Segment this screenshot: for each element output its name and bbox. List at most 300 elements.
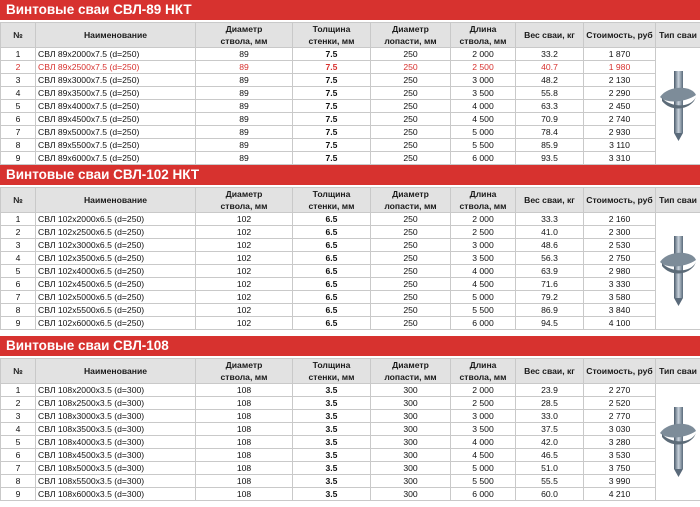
cell-price: 3 030	[584, 423, 656, 436]
cell-diam: 108	[196, 410, 293, 423]
column-header-line: ствола, мм	[220, 201, 268, 211]
cell-diam: 89	[196, 74, 293, 87]
cell-name: СВЛ 102х2500х6.5 (d=250)	[36, 226, 196, 239]
column-header-line: Диаметр	[392, 189, 429, 199]
column-header-line: Длина	[469, 24, 497, 34]
cell-length: 5 500	[451, 139, 516, 152]
cell-weight: 63.9	[516, 265, 584, 278]
cell-name: СВЛ 89х3500х7.5 (d=250)	[36, 87, 196, 100]
cell-weight: 33.0	[516, 410, 584, 423]
cell-wall: 7.5	[293, 139, 371, 152]
cell-name: СВЛ 102х3000х6.5 (d=250)	[36, 239, 196, 252]
cell-length: 5 000	[451, 462, 516, 475]
cell-n: 1	[1, 384, 36, 397]
cell-n: 5	[1, 436, 36, 449]
cell-length: 2 500	[451, 61, 516, 74]
cell-length: 3 500	[451, 423, 516, 436]
table-header-row	[1, 188, 700, 213]
cell-wall: 7.5	[293, 152, 371, 165]
cell-n: 2	[1, 61, 36, 74]
cell-name: СВЛ 89х2000х7.5 (d=250)	[36, 48, 196, 61]
cell-wall: 6.5	[293, 304, 371, 317]
column-header-length	[451, 188, 516, 213]
price-table	[0, 358, 700, 501]
screw-pile-icon	[658, 71, 698, 141]
table-row	[1, 265, 700, 278]
column-header-type: Тип сваи	[656, 23, 700, 48]
cell-blade: 250	[371, 304, 451, 317]
cell-n: 6	[1, 278, 36, 291]
cell-name: СВЛ 102х2000х6.5 (d=250)	[36, 213, 196, 226]
cell-length: 3 500	[451, 252, 516, 265]
cell-weight: 41.0	[516, 226, 584, 239]
cell-price: 1 870	[584, 48, 656, 61]
section-title-band	[0, 165, 700, 185]
table-row	[1, 126, 700, 139]
column-header-num: №	[1, 23, 36, 48]
cell-n: 9	[1, 317, 36, 330]
cell-price: 3 330	[584, 278, 656, 291]
cell-weight: 56.3	[516, 252, 584, 265]
table-row	[1, 100, 700, 113]
table-row	[1, 113, 700, 126]
cell-diam: 102	[196, 278, 293, 291]
cell-price: 2 130	[584, 74, 656, 87]
cell-diam: 108	[196, 397, 293, 410]
cell-diam: 108	[196, 462, 293, 475]
cell-name: СВЛ 108х5500х3.5 (d=300)	[36, 475, 196, 488]
table-row	[1, 410, 700, 423]
cell-n: 7	[1, 291, 36, 304]
cell-diam: 102	[196, 304, 293, 317]
cell-price: 2 450	[584, 100, 656, 113]
pile-type-cell	[656, 384, 700, 501]
cell-length: 3 000	[451, 239, 516, 252]
cell-name: СВЛ 108х2000х3.5 (d=300)	[36, 384, 196, 397]
column-header-line: лопасти, мм	[384, 36, 437, 46]
cell-diam: 102	[196, 213, 293, 226]
cell-length: 2 500	[451, 226, 516, 239]
cell-blade: 250	[371, 126, 451, 139]
column-header-line: стенки, мм	[308, 201, 355, 211]
column-header-diam	[196, 23, 293, 48]
pile-type-cell	[656, 48, 700, 165]
cell-blade: 250	[371, 87, 451, 100]
cell-wall: 3.5	[293, 462, 371, 475]
column-header-length	[451, 23, 516, 48]
cell-name: СВЛ 89х2500х7.5 (d=250)	[36, 61, 196, 74]
cell-price: 3 840	[584, 304, 656, 317]
column-header-line: ствола, мм	[459, 201, 507, 211]
cell-blade: 300	[371, 397, 451, 410]
cell-wall: 3.5	[293, 449, 371, 462]
table-row	[1, 317, 700, 330]
cell-weight: 79.2	[516, 291, 584, 304]
cell-weight: 48.6	[516, 239, 584, 252]
cell-length: 4 500	[451, 278, 516, 291]
column-header-line: ствола, мм	[459, 36, 507, 46]
cell-wall: 3.5	[293, 397, 371, 410]
cell-price: 1 980	[584, 61, 656, 74]
cell-price: 4 100	[584, 317, 656, 330]
cell-weight: 33.3	[516, 213, 584, 226]
cell-blade: 250	[371, 61, 451, 74]
cell-blade: 250	[371, 74, 451, 87]
cell-name: СВЛ 102х4000х6.5 (d=250)	[36, 265, 196, 278]
column-header-line: ствола, мм	[220, 36, 268, 46]
cell-n: 7	[1, 462, 36, 475]
cell-length: 4 000	[451, 100, 516, 113]
cell-weight: 51.0	[516, 462, 584, 475]
column-header-wall	[293, 359, 371, 384]
cell-name: СВЛ 102х3500х6.5 (d=250)	[36, 252, 196, 265]
cell-blade: 250	[371, 265, 451, 278]
cell-length: 5 000	[451, 126, 516, 139]
cell-n: 2	[1, 226, 36, 239]
column-header-weight: Вес сваи, кг	[516, 359, 584, 384]
column-header-weight: Вес сваи, кг	[516, 188, 584, 213]
cell-weight: 86.9	[516, 304, 584, 317]
table-row	[1, 74, 700, 87]
cell-length: 3 000	[451, 410, 516, 423]
cell-n: 2	[1, 397, 36, 410]
column-header-name: Наименование	[36, 359, 196, 384]
cell-length: 2 000	[451, 384, 516, 397]
column-header-line: стенки, мм	[308, 372, 355, 382]
cell-name: СВЛ 108х3000х3.5 (d=300)	[36, 410, 196, 423]
cell-blade: 300	[371, 436, 451, 449]
table-row	[1, 384, 700, 397]
cell-name: СВЛ 89х5500х7.5 (d=250)	[36, 139, 196, 152]
cell-wall: 7.5	[293, 74, 371, 87]
table-body	[1, 384, 700, 501]
cell-name: СВЛ 89х5000х7.5 (d=250)	[36, 126, 196, 139]
column-header-line: лопасти, мм	[384, 201, 437, 211]
table-row	[1, 213, 700, 226]
cell-wall: 7.5	[293, 48, 371, 61]
table-row	[1, 239, 700, 252]
column-header-price: Стоимость, руб	[584, 359, 656, 384]
column-header-line: Толщина	[312, 189, 351, 199]
column-header-length	[451, 359, 516, 384]
table-header-row	[1, 23, 700, 48]
section-title-band	[0, 336, 700, 356]
cell-weight: 46.5	[516, 449, 584, 462]
cell-weight: 42.0	[516, 436, 584, 449]
cell-diam: 108	[196, 488, 293, 501]
cell-price: 2 300	[584, 226, 656, 239]
cell-name: СВЛ 108х3500х3.5 (d=300)	[36, 423, 196, 436]
cell-diam: 102	[196, 226, 293, 239]
cell-name: СВЛ 102х5000х6.5 (d=250)	[36, 291, 196, 304]
cell-blade: 250	[371, 317, 451, 330]
cell-name: СВЛ 108х2500х3.5 (d=300)	[36, 397, 196, 410]
cell-n: 6	[1, 449, 36, 462]
cell-length: 2 000	[451, 48, 516, 61]
cell-weight: 33.2	[516, 48, 584, 61]
cell-n: 3	[1, 410, 36, 423]
cell-blade: 250	[371, 139, 451, 152]
cell-n: 9	[1, 152, 36, 165]
section-title: Винтовые сваи СВЛ-108	[6, 338, 169, 353]
cell-wall: 6.5	[293, 239, 371, 252]
table-body	[1, 48, 700, 165]
column-header-weight: Вес сваи, кг	[516, 23, 584, 48]
column-header-line: ствола, мм	[220, 372, 268, 382]
table-row	[1, 397, 700, 410]
cell-name: СВЛ 108х4000х3.5 (d=300)	[36, 436, 196, 449]
cell-wall: 6.5	[293, 213, 371, 226]
table-row	[1, 226, 700, 239]
cell-n: 8	[1, 475, 36, 488]
table-row	[1, 291, 700, 304]
cell-blade: 250	[371, 113, 451, 126]
column-header-num: №	[1, 188, 36, 213]
cell-n: 4	[1, 423, 36, 436]
column-header-type: Тип сваи	[656, 188, 700, 213]
screw-pile-icon	[658, 407, 698, 477]
cell-name: СВЛ 108х5000х3.5 (d=300)	[36, 462, 196, 475]
cell-diam: 102	[196, 317, 293, 330]
table-row	[1, 278, 700, 291]
column-header-line: Диаметр	[392, 360, 429, 370]
column-header-line: лопасти, мм	[384, 372, 437, 382]
cell-n: 9	[1, 488, 36, 501]
cell-weight: 60.0	[516, 488, 584, 501]
cell-wall: 7.5	[293, 61, 371, 74]
cell-name: СВЛ 89х3000х7.5 (d=250)	[36, 74, 196, 87]
column-header-line: Диаметр	[225, 360, 263, 370]
cell-wall: 7.5	[293, 100, 371, 113]
table-row	[1, 436, 700, 449]
table-row	[1, 423, 700, 436]
cell-price: 4 210	[584, 488, 656, 501]
cell-price: 2 160	[584, 213, 656, 226]
cell-length: 4 500	[451, 449, 516, 462]
cell-diam: 102	[196, 252, 293, 265]
cell-length: 6 000	[451, 317, 516, 330]
cell-wall: 6.5	[293, 265, 371, 278]
cell-blade: 250	[371, 152, 451, 165]
cell-wall: 7.5	[293, 126, 371, 139]
cell-name: СВЛ 89х6000х7.5 (d=250)	[36, 152, 196, 165]
cell-price: 3 990	[584, 475, 656, 488]
cell-name: СВЛ 102х5500х6.5 (d=250)	[36, 304, 196, 317]
cell-diam: 89	[196, 100, 293, 113]
table-row	[1, 462, 700, 475]
cell-length: 5 500	[451, 304, 516, 317]
cell-n: 4	[1, 87, 36, 100]
cell-weight: 70.9	[516, 113, 584, 126]
cell-blade: 300	[371, 462, 451, 475]
cell-n: 7	[1, 126, 36, 139]
table-row	[1, 304, 700, 317]
column-header-line: Диаметр	[225, 189, 263, 199]
table-row	[1, 488, 700, 501]
cell-wall: 7.5	[293, 87, 371, 100]
cell-price: 3 310	[584, 152, 656, 165]
cell-name: СВЛ 102х4500х6.5 (d=250)	[36, 278, 196, 291]
cell-price: 2 520	[584, 397, 656, 410]
cell-n: 4	[1, 252, 36, 265]
cell-wall: 3.5	[293, 423, 371, 436]
column-header-line: Толщина	[312, 24, 351, 34]
price-table	[0, 187, 700, 330]
cell-n: 5	[1, 100, 36, 113]
cell-blade: 300	[371, 475, 451, 488]
cell-length: 3 500	[451, 87, 516, 100]
cell-wall: 6.5	[293, 317, 371, 330]
cell-weight: 48.2	[516, 74, 584, 87]
cell-diam: 102	[196, 239, 293, 252]
cell-weight: 55.5	[516, 475, 584, 488]
cell-n: 6	[1, 113, 36, 126]
cell-price: 2 530	[584, 239, 656, 252]
cell-weight: 63.3	[516, 100, 584, 113]
cell-blade: 250	[371, 226, 451, 239]
cell-diam: 102	[196, 291, 293, 304]
cell-diam: 108	[196, 475, 293, 488]
column-header-line: Толщина	[312, 360, 351, 370]
cell-length: 2 000	[451, 213, 516, 226]
cell-name: СВЛ 89х4000х7.5 (d=250)	[36, 100, 196, 113]
cell-length: 2 500	[451, 397, 516, 410]
cell-weight: 37.5	[516, 423, 584, 436]
cell-wall: 3.5	[293, 436, 371, 449]
cell-price: 3 110	[584, 139, 656, 152]
cell-weight: 78.4	[516, 126, 584, 139]
screw-pile-icon	[658, 236, 698, 306]
cell-price: 3 530	[584, 449, 656, 462]
cell-length: 4 000	[451, 265, 516, 278]
cell-blade: 300	[371, 423, 451, 436]
cell-blade: 250	[371, 100, 451, 113]
cell-n: 8	[1, 139, 36, 152]
cell-name: СВЛ 89х4500х7.5 (d=250)	[36, 113, 196, 126]
cell-weight: 85.9	[516, 139, 584, 152]
column-header-blade	[371, 23, 451, 48]
cell-price: 3 280	[584, 436, 656, 449]
cell-blade: 300	[371, 488, 451, 501]
cell-weight: 55.8	[516, 87, 584, 100]
cell-price: 2 750	[584, 252, 656, 265]
cell-blade: 250	[371, 291, 451, 304]
column-header-wall	[293, 23, 371, 48]
cell-length: 6 000	[451, 152, 516, 165]
column-header-line: стенки, мм	[308, 36, 355, 46]
cell-price: 2 290	[584, 87, 656, 100]
table-row	[1, 48, 700, 61]
table-row	[1, 152, 700, 165]
cell-diam: 108	[196, 384, 293, 397]
column-header-name: Наименование	[36, 188, 196, 213]
cell-name: СВЛ 102х6000х6.5 (d=250)	[36, 317, 196, 330]
cell-name: СВЛ 108х6000х3.5 (d=300)	[36, 488, 196, 501]
cell-blade: 250	[371, 252, 451, 265]
cell-wall: 3.5	[293, 488, 371, 501]
column-header-blade	[371, 188, 451, 213]
price-table	[0, 22, 700, 165]
cell-diam: 108	[196, 449, 293, 462]
cell-n: 8	[1, 304, 36, 317]
cell-wall: 3.5	[293, 410, 371, 423]
column-header-diam	[196, 188, 293, 213]
cell-length: 3 000	[451, 74, 516, 87]
table-header-row	[1, 359, 700, 384]
cell-diam: 89	[196, 87, 293, 100]
cell-blade: 300	[371, 449, 451, 462]
pile-type-cell	[656, 213, 700, 330]
cell-wall: 3.5	[293, 475, 371, 488]
cell-wall: 3.5	[293, 384, 371, 397]
table-row	[1, 139, 700, 152]
cell-length: 4 500	[451, 113, 516, 126]
column-header-line: Длина	[469, 360, 497, 370]
cell-price: 2 270	[584, 384, 656, 397]
cell-wall: 6.5	[293, 226, 371, 239]
cell-name: СВЛ 108х4500х3.5 (d=300)	[36, 449, 196, 462]
column-header-blade	[371, 359, 451, 384]
cell-price: 2 930	[584, 126, 656, 139]
cell-price: 3 750	[584, 462, 656, 475]
cell-price: 2 980	[584, 265, 656, 278]
table-row	[1, 87, 700, 100]
table-row	[1, 475, 700, 488]
cell-blade: 300	[371, 384, 451, 397]
cell-weight: 94.5	[516, 317, 584, 330]
column-header-line: Диаметр	[225, 24, 263, 34]
column-header-diam	[196, 359, 293, 384]
table-row	[1, 61, 700, 74]
column-header-line: Длина	[469, 189, 497, 199]
column-header-type: Тип сваи	[656, 359, 700, 384]
column-header-num: №	[1, 359, 36, 384]
cell-price: 2 740	[584, 113, 656, 126]
cell-length: 6 000	[451, 488, 516, 501]
cell-length: 4 000	[451, 436, 516, 449]
column-header-name: Наименование	[36, 23, 196, 48]
column-header-line: ствола, мм	[459, 372, 507, 382]
cell-diam: 89	[196, 113, 293, 126]
cell-blade: 300	[371, 410, 451, 423]
column-header-price: Стоимость, руб	[584, 188, 656, 213]
cell-diam: 89	[196, 126, 293, 139]
cell-blade: 250	[371, 213, 451, 226]
cell-blade: 250	[371, 278, 451, 291]
cell-weight: 23.9	[516, 384, 584, 397]
cell-n: 3	[1, 74, 36, 87]
cell-blade: 250	[371, 239, 451, 252]
cell-diam: 89	[196, 152, 293, 165]
cell-diam: 108	[196, 423, 293, 436]
cell-n: 1	[1, 48, 36, 61]
cell-wall: 6.5	[293, 278, 371, 291]
cell-weight: 28.5	[516, 397, 584, 410]
cell-weight: 40.7	[516, 61, 584, 74]
table-row	[1, 252, 700, 265]
cell-price: 3 580	[584, 291, 656, 304]
cell-wall: 6.5	[293, 252, 371, 265]
cell-price: 2 770	[584, 410, 656, 423]
section-title: Винтовые сваи СВЛ-89 НКТ	[6, 2, 192, 17]
column-header-line: Диаметр	[392, 24, 429, 34]
cell-length: 5 500	[451, 475, 516, 488]
cell-diam: 89	[196, 61, 293, 74]
cell-diam: 102	[196, 265, 293, 278]
cell-diam: 108	[196, 436, 293, 449]
column-header-wall	[293, 188, 371, 213]
table-row	[1, 449, 700, 462]
